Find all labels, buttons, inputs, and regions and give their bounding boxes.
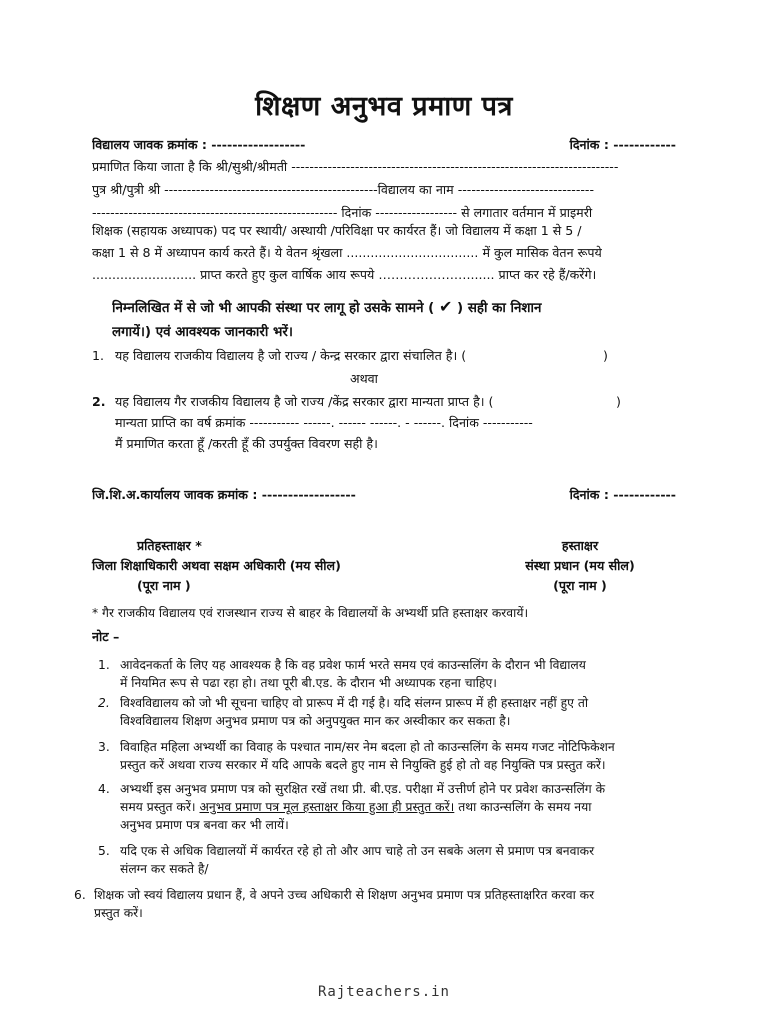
recognition-line: मान्यता प्राप्ति का वर्ष क्रमांक ----------- ------. ------ ------. - ------. दिनांक -----------: [115, 415, 533, 430]
checkmark-icon: ✔: [438, 298, 453, 316]
option-1-close: ): [603, 348, 608, 363]
option-2-text: यह विद्यालय गैर राजकीय विद्यालय है जो राज्य /केंद्र सरकार द्वारा मान्यता प्राप्त है। (: [115, 394, 494, 409]
body-line-4: शिक्षक (सहायक अध्यापक) पद पर स्थायी/ अस्थायी /परिविक्षा पर कार्यरत हैं। जो विद्यालय में कक्षा 1 से 5 /: [92, 223, 582, 238]
page-title: शिक्षण अनुभव प्रमाण पत्र: [255, 91, 513, 122]
instruction-line-2: लगायें।) एवं आवश्यक जानकारी भरें।: [112, 325, 293, 340]
countersign-label: प्रतिहस्ताक्षर *: [137, 538, 202, 553]
date-field: दिनांक : ------------: [569, 137, 676, 152]
underlined-note: अनुभव प्रमाण पत्र मूल हस्ताक्षर किया हुआ ही प्रस्तुत करें।: [199, 800, 455, 814]
option-2-number: 2.: [92, 394, 106, 409]
office-ref-row: [92, 486, 676, 504]
option-1-text: यह विद्यालय राजकीय विद्यालय है जो राज्य / केन्द्र सरकार द्वारा संचालित है। (: [115, 348, 467, 363]
option-2-close: ): [616, 394, 621, 409]
body-line-5: कक्षा 1 से 8 में अध्यापन कार्य करते हैं। ये वेतन श्रृंखला ................................. में कुल मासिक वेतन रूपये: [92, 245, 602, 260]
countersign-block: [92, 536, 432, 596]
school-ref-field: विद्यालय जावक क्रमांक : ------------------: [92, 137, 306, 152]
or-text: अथवा: [350, 371, 378, 386]
footnote: * गैर राजकीय विद्यालय एवं राजस्थान राज्य से बाहर के विद्यालयों के अभ्यर्थी प्रति हस्ताक्षर करवायें।: [92, 606, 529, 620]
countersign-name: (पूरा नाम ): [137, 578, 191, 593]
signature-name: (पूरा नाम ): [553, 578, 607, 593]
body-line-1: प्रमाणित किया जाता है कि श्री/सुश्री/श्रीमती ------------------------------------------------------------------------: [92, 159, 619, 174]
body-line-6: .......................... प्राप्त करते हुए कुल वार्षिक आय रूपये …………………....... प्राप्त कर रहे हैं/करेंगे।: [92, 267, 597, 282]
signature-role: संस्था प्रधान (मय सील): [525, 558, 635, 573]
office-date-field: दिनांक : ------------: [569, 487, 676, 502]
certificate-page: शिक्षण अनुभव प्रमाण पत्र विद्यालय जावक क्रमांक : ------------------ दिनांक : ------------ प्रमाणित किया जाता है कि श्री/सुश्री/श्रीमती ------------------------------------------------------------------------ पुत्र श्री/पुत्री श्री -----------------------------------------------विद्यालय का नाम ------------------------------ ------------------------------------------------------ दिनांक ------------------ से लगातार वर्तमान में प्राइमरी शिक्षक (सहायक अध्यापक) पद पर स्थायी/ अस्थायी /परिविक्षा पर कार्यरत हैं। जो विद्यालय में कक्षा 1 से 5 / कक्षा 1 से 8 में अध्यापन कार्य करते हैं। ये वेतन श्रृंखला ................................. में कुल मासिक वेतन रूपये .......................... प्राप्त करते हुए कुल वार्षिक आय रूपये …………………....... प्राप्त कर रहे हैं/करेंगे। निम्नलिखित में से जो भी आपकी संस्था पर लागू हो उसके सामने ( ✔ ) सही का निशान लगायें।) एवं आवश्यक जानकारी भरें। 1. यह विद्यालय राजकीय विद्यालय है जो राज्य / केन्द्र सरकार द्वारा संचालित है। ( ) अथवा 2. यह विद्यालय गैर राजकीय विद्यालय है जो राज्य /केंद्र सरकार द्वारा मान्यता प्राप्त है। ( ) मान्यता प्राप्ति का वर्ष क्रमांक ----------- ------. ------ ------. - ------. दिनांक ----------- मैं प्रमाणित करता हूँ /करती हूँ की उपर्युक्त विवरण सही है। जि.शि.अ.कार्यालय जावक क्रमांक : ------------------ दिनांक : ------------ प्रतिहस्ताक्षर * जिला शिक्षाधिकारी अथवा सक्षम अधिकारी (मय सील) (पूरा नाम ) हस्ताक्षर संस्था प्रधान (मय सील) (पूरा नाम ) * गैर राजकीय विद्यालय एवं राजस्थान राज्य से बाहर के विद्यालयों के अभ्यर्थी प्रति हस्ताक्षर करवायें। नोट – 1. आवेदनकर्ता के लिए यह आवश्यक है कि वह प्रवेश फार्म भरते समय एवं काउन्सलिंग के दौरान भी विद्यालय में नियमित रूप से पढा रहा हो। तथा पूरी बी.एड. के दौरान भी अध्यापक रहना चाहिए। 2. विश्वविद्यालय को जो भी सूचना चाहिए वो प्रारूप में दी गई है। यदि संलग्न प्रारूप में ही हस्ताक्षर नहीं हुए तो विश्वविद्यालय शिक्षण अनुभव प्रमाण पत्र को अनुपयुक्त मान कर अस्वीकार कर सकता है। 3. विवाहित महिला अभ्यर्थी का विवाह के पश्चात नाम/सर नेम बदला हो तो काउन्सलिंग के समय गजट नोटिफिकेशन प्रस्तुत करें अथवा राज्य सरकार में यदि आपके बदले हुए नाम से नियुक्ति हुई हो तो वह नियुक्ति पत्र प्रस्तुत करें। 4. अभ्यर्थी इस अनुभव प्रमाण पत्र को सुरक्षित रखें तथा प्री. बी.एड. परीक्षा में उत्तीर्ण होने पर प्रवेश काउन्सलिंग के समय प्रस्तुत करें। अनुभव प्रमाण पत्र मूल हस्ताक्षर किया हुआ ही प्रस्तुत करें। तथा काउन्सलिंग के समय नया अनुभव प्रमाण पत्र बनवा कर भी लायें। 5. यदि एक से अधिक विद्यालयों में कार्यरत रहे हो तो और आप चाहे तो उन सबके अलग से प्रमाण पत्र बनवाकर संलग्न कर सकते है/ 6. शिक्षक जो स्वयं विद्यालय प्रधान हैं, वे अपने उच्च अधिकारी से शिक्षण अनुभव प्रमाण पत्र प्रतिहस्ताक्षरित करवा कर प्रस्तुत करें। Rajteachers.in: [0, 0, 768, 1024]
certify-line: मैं प्रमाणित करता हूँ /करती हूँ की उपर्युक्त विवरण सही है।: [115, 436, 378, 451]
body-line-2: पुत्र श्री/पुत्री श्री -----------------------------------------------विद्यालय का नाम ------------------------------: [92, 182, 595, 197]
body-line-3: ------------------------------------------------------ दिनांक ------------------ से लगातार वर्तमान में प्राइमरी: [92, 205, 593, 220]
instruction-line-1: निम्नलिखित में से जो भी आपकी संस्था पर लागू हो उसके सामने ( ✔ ) सही का निशान: [112, 298, 542, 316]
signature-block: [490, 536, 670, 596]
option-1-number: 1.: [92, 348, 105, 363]
signature-label: हस्ताक्षर: [561, 538, 599, 553]
note-heading: नोट –: [92, 629, 120, 644]
footer-watermark: Rajteachers.in: [317, 984, 450, 1000]
school-ref-row: [92, 136, 676, 154]
countersign-role: जिला शिक्षाधिकारी अथवा सक्षम अधिकारी (मय सील): [92, 558, 341, 573]
office-ref-field: जि.शि.अ.कार्यालय जावक क्रमांक : ------------------: [92, 487, 356, 502]
